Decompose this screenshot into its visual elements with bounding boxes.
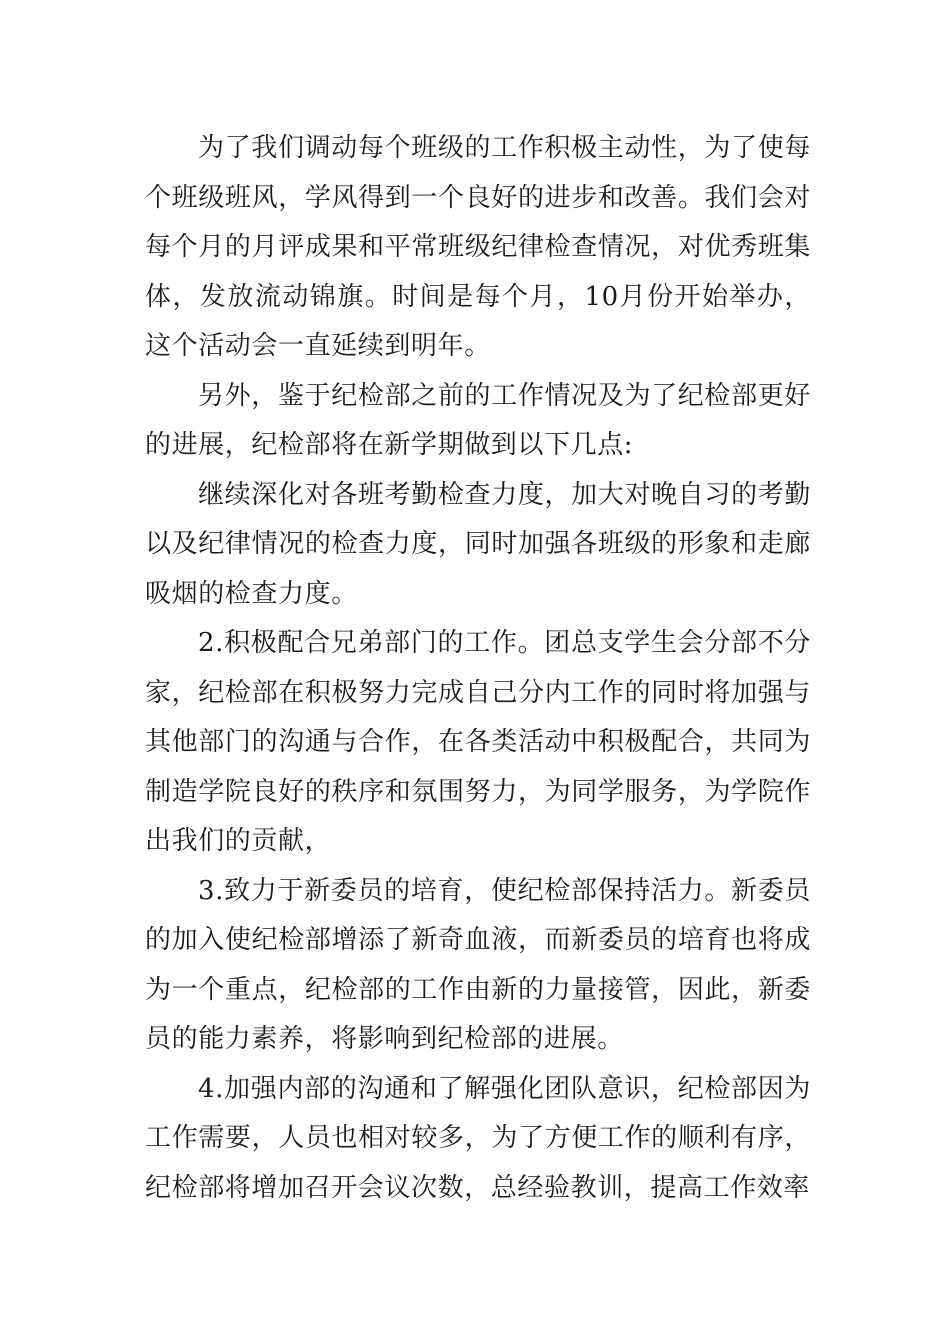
paragraph-monthly-banner: 为了我们调动每个班级的工作积极主动性，为了使每个班级班风，学风得到一个良好的进步和改善。我们会对每个月的月评成果和平常班级纪律检查情况，对优秀班集体，发放流动锦旗。时间是每个月，10月份开始举办，这个活动会一直延续到明年。 bbox=[145, 133, 811, 361]
paragraph-point-2: 2.积极配合兄弟部门的工作。团总支学生会分部不分家，纪检部在积极努力完成自己分内工作的同时将加强与其他部门的沟通与合作，在各类活动中积极配合，共同为制造学院良好的秩序和氛围努力，为同学服务，为学院作出我们的贡献， bbox=[145, 628, 811, 856]
paragraph-intro-points: 另外，鉴于纪检部之前的工作情况及为了纪检部更好的进展，纪检部将在新学期做到以下几点: bbox=[145, 380, 811, 460]
paragraph-point-3: 3.致力于新委员的培育，使纪检部保持活力。新委员的加入使纪检部增添了新奇血液，而新委员的培育也将成为一个重点，纪检部的工作由新的力量接管，因此，新委员的能力素养，将影响到纪检部的进展。 bbox=[145, 875, 811, 1054]
body-text bbox=[145, 124, 811, 1213]
paragraph-point-4: 4.加强内部的沟通和了解强化团队意识，纪检部因为工作需要，人员也相对较多，为了方便工作的顺利有序，纪检部将增加召开会议次数，总经验教训，提高工作效率 bbox=[145, 1073, 811, 1203]
paragraph-attendance-check: 继续深化对各班考勤检查力度，加大对晚自习的考勤以及纪律情况的检查力度，同时加强各班级的形象和走廊吸烟的检查力度。 bbox=[145, 479, 811, 609]
